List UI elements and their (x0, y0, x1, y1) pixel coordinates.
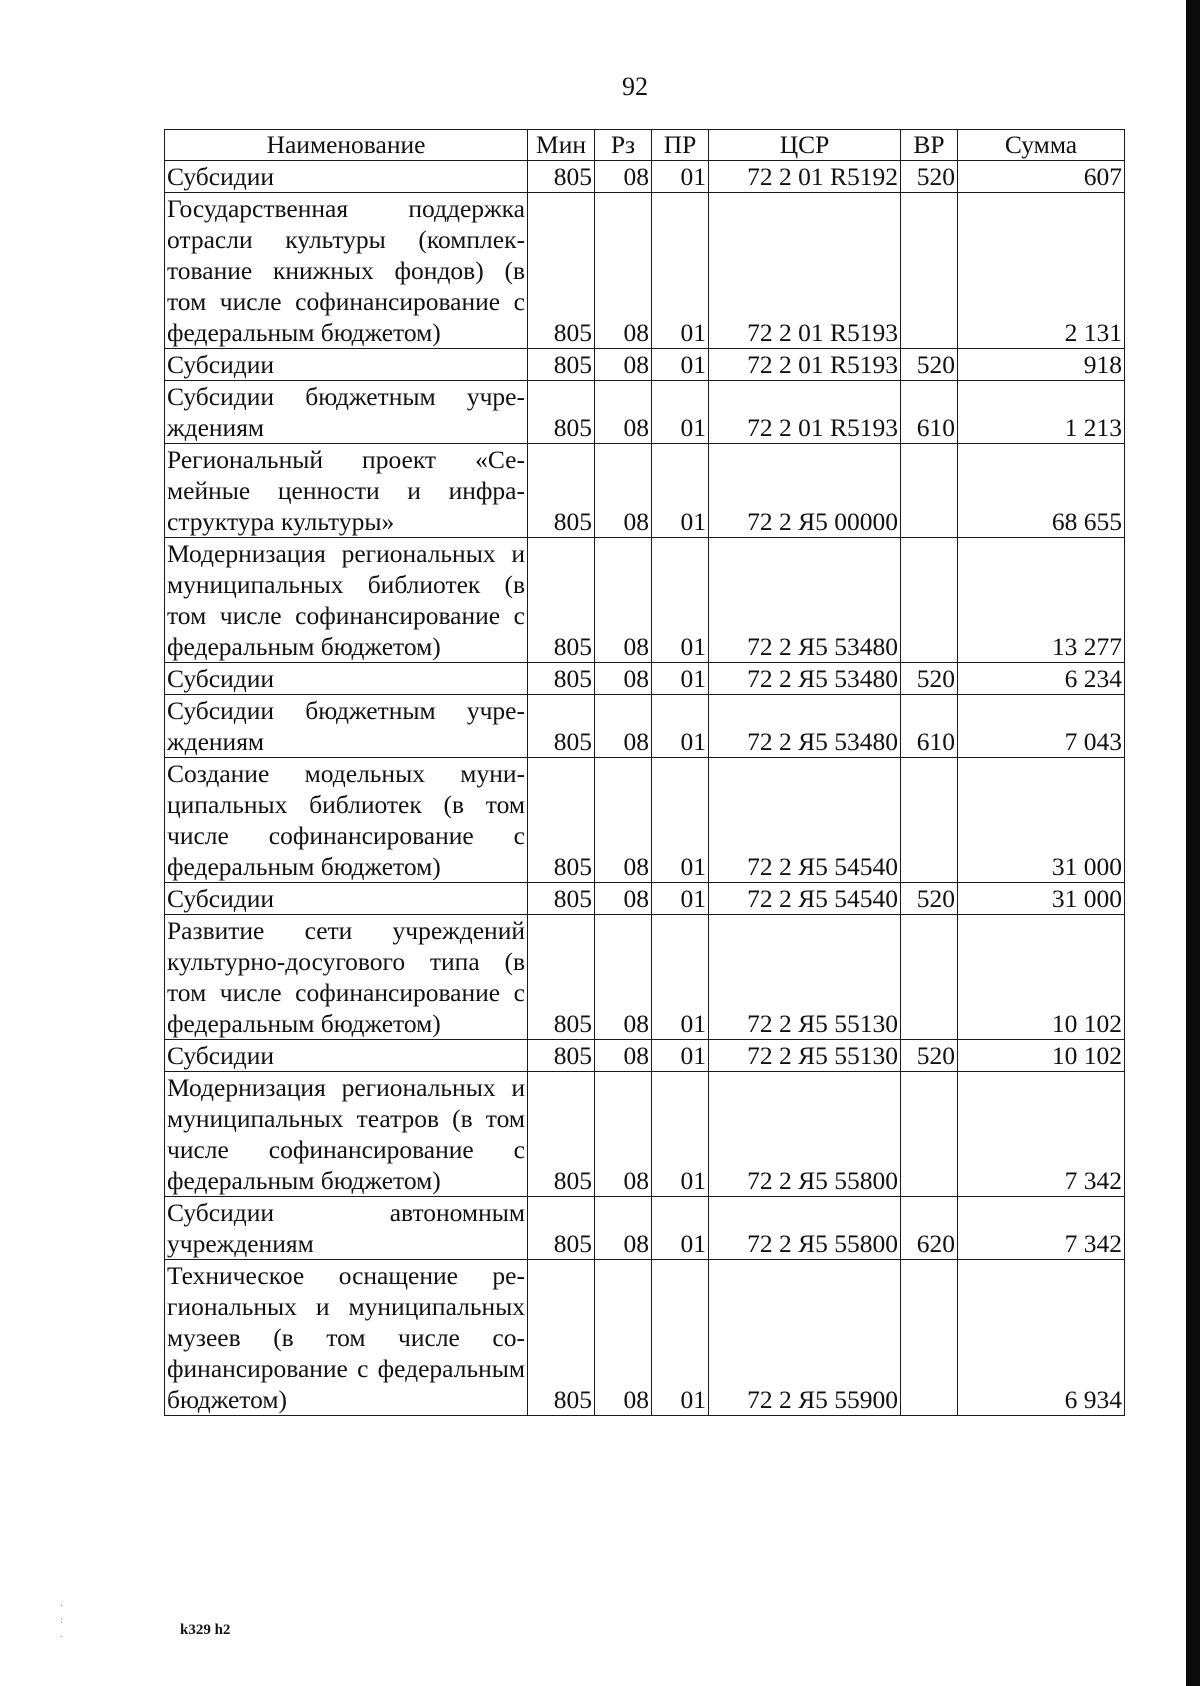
cell-rz: 08 (595, 1072, 652, 1197)
scan-edge-bar (1186, 0, 1200, 1686)
cell-min: 805 (528, 1197, 595, 1260)
cell-csr: 72 2 Я5 55800 (709, 1072, 901, 1197)
cell-rz: 08 (595, 1197, 652, 1260)
cell-sum: 13 277 (958, 538, 1125, 663)
cell-sum: 31 000 (958, 758, 1125, 883)
table-row (165, 915, 1125, 1040)
cell-name: Создание модельных муниципальных библиотек (в том числе софинансирование с федеральным бюджетом) (165, 758, 528, 883)
cell-rz: 08 (595, 381, 652, 444)
cell-min: 805 (528, 381, 595, 444)
cell-csr: 72 2 Я5 53480 (709, 695, 901, 758)
cell-rz: 08 (595, 444, 652, 538)
budget-table (164, 129, 1125, 1416)
header-vr: ВР (901, 130, 958, 161)
table-row (165, 883, 1125, 915)
cell-vr: 610 (901, 381, 958, 444)
scan-specks: · : . (60, 1601, 64, 1640)
cell-name: Субсидии (165, 663, 528, 695)
cell-pr: 01 (652, 1260, 709, 1416)
cell-vr (901, 1072, 958, 1197)
cell-csr: 72 2 01 R5193 (709, 193, 901, 349)
cell-sum: 68 655 (958, 444, 1125, 538)
cell-sum: 7 043 (958, 695, 1125, 758)
table-row (165, 758, 1125, 883)
table-row (165, 1040, 1125, 1072)
cell-rz: 08 (595, 161, 652, 193)
table-row (165, 538, 1125, 663)
cell-rz: 08 (595, 915, 652, 1040)
cell-pr: 01 (652, 1197, 709, 1260)
page-number: 92 (622, 72, 648, 101)
cell-rz: 08 (595, 193, 652, 349)
cell-name: Субсидии (165, 883, 528, 915)
cell-rz: 08 (595, 695, 652, 758)
cell-min: 805 (528, 538, 595, 663)
cell-pr: 01 (652, 538, 709, 663)
cell-min: 805 (528, 1260, 595, 1416)
cell-name: Субсидии (165, 1040, 528, 1072)
header-name: Наименование (165, 130, 528, 161)
header-pr: ПР (652, 130, 709, 161)
cell-rz: 08 (595, 758, 652, 883)
cell-name: Субсидии автономным учреждениям (165, 1197, 528, 1260)
cell-csr: 72 2 Я5 55900 (709, 1260, 901, 1416)
cell-min: 805 (528, 758, 595, 883)
cell-csr: 72 2 01 R5193 (709, 349, 901, 381)
table-row (165, 161, 1125, 193)
cell-csr: 72 2 Я5 53480 (709, 538, 901, 663)
cell-name: Региональный проект «Семейные ценности и инфраструктура культуры» (165, 444, 528, 538)
cell-name: Техническое оснащение региональных и муниципальных музеев (в том числе софинансирование с федеральным бюджетом) (165, 1260, 528, 1416)
table-header-row (165, 130, 1125, 161)
cell-sum: 1 213 (958, 381, 1125, 444)
table-row (165, 695, 1125, 758)
cell-sum: 918 (958, 349, 1125, 381)
cell-sum: 10 102 (958, 915, 1125, 1040)
table-row (165, 444, 1125, 538)
cell-rz: 08 (595, 663, 652, 695)
table-row (165, 1260, 1125, 1416)
cell-pr: 01 (652, 695, 709, 758)
header-rz: Рз (595, 130, 652, 161)
cell-csr: 72 2 Я5 54540 (709, 883, 901, 915)
table-row (165, 381, 1125, 444)
cell-pr: 01 (652, 1040, 709, 1072)
cell-min: 805 (528, 915, 595, 1040)
cell-vr (901, 915, 958, 1040)
cell-sum: 10 102 (958, 1040, 1125, 1072)
table-row (165, 1072, 1125, 1197)
cell-vr (901, 193, 958, 349)
cell-name: Модернизация региональных и муниципальных библиотек (в том числе софинансирование с федеральным бюджетом) (165, 538, 528, 663)
table-row (165, 349, 1125, 381)
cell-csr: 72 2 Я5 55130 (709, 915, 901, 1040)
cell-sum: 7 342 (958, 1072, 1125, 1197)
cell-vr: 520 (901, 1040, 958, 1072)
cell-rz: 08 (595, 883, 652, 915)
cell-pr: 01 (652, 883, 709, 915)
cell-sum: 7 342 (958, 1197, 1125, 1260)
cell-pr: 01 (652, 349, 709, 381)
cell-pr: 01 (652, 381, 709, 444)
cell-rz: 08 (595, 538, 652, 663)
cell-vr (901, 444, 958, 538)
header-sum: Сумма (958, 130, 1125, 161)
cell-vr: 520 (901, 161, 958, 193)
cell-min: 805 (528, 883, 595, 915)
cell-csr: 72 2 Я5 54540 (709, 758, 901, 883)
cell-min: 805 (528, 444, 595, 538)
cell-sum: 607 (958, 161, 1125, 193)
cell-min: 805 (528, 663, 595, 695)
cell-pr: 01 (652, 193, 709, 349)
header-csr: ЦСР (709, 130, 901, 161)
cell-min: 805 (528, 193, 595, 349)
footer-code: k329 h2 (180, 1622, 231, 1638)
cell-csr: 72 2 Я5 55800 (709, 1197, 901, 1260)
cell-pr: 01 (652, 161, 709, 193)
cell-min: 805 (528, 695, 595, 758)
cell-name: Субсидии бюджетным учреждениям (165, 695, 528, 758)
cell-csr: 72 2 Я5 55130 (709, 1040, 901, 1072)
cell-pr: 01 (652, 444, 709, 538)
cell-min: 805 (528, 161, 595, 193)
cell-csr: 72 2 Я5 53480 (709, 663, 901, 695)
cell-vr: 620 (901, 1197, 958, 1260)
cell-name: Модернизация региональных и муниципальных театров (в том числе софинансирование с федеральным бюджетом) (165, 1072, 528, 1197)
cell-vr (901, 538, 958, 663)
cell-name: Развитие сети учреждений культурно-досугового типа (в том числе софинансирование с федеральным бюджетом) (165, 915, 528, 1040)
cell-sum: 6 934 (958, 1260, 1125, 1416)
cell-rz: 08 (595, 1260, 652, 1416)
cell-min: 805 (528, 1072, 595, 1197)
cell-csr: 72 2 Я5 00000 (709, 444, 901, 538)
cell-name: Субсидии (165, 161, 528, 193)
cell-name: Государственная поддержка отрасли культуры (комплектование книжных фондов) (в том числе софинансирование с федеральным бюджетом) (165, 193, 528, 349)
cell-vr: 520 (901, 883, 958, 915)
cell-min: 805 (528, 1040, 595, 1072)
cell-vr (901, 758, 958, 883)
cell-sum: 6 234 (958, 663, 1125, 695)
table-body (165, 161, 1125, 1416)
cell-rz: 08 (595, 349, 652, 381)
cell-min: 805 (528, 349, 595, 381)
cell-sum: 2 131 (958, 193, 1125, 349)
cell-pr: 01 (652, 758, 709, 883)
cell-vr: 520 (901, 349, 958, 381)
cell-vr: 520 (901, 663, 958, 695)
cell-name: Субсидии (165, 349, 528, 381)
cell-pr: 01 (652, 915, 709, 1040)
cell-pr: 01 (652, 663, 709, 695)
cell-csr: 72 2 01 R5192 (709, 161, 901, 193)
header-min: Мин (528, 130, 595, 161)
cell-pr: 01 (652, 1072, 709, 1197)
cell-vr (901, 1260, 958, 1416)
table-row (165, 1197, 1125, 1260)
cell-name: Субсидии бюджетным учреждениям (165, 381, 528, 444)
cell-csr: 72 2 01 R5193 (709, 381, 901, 444)
cell-vr: 610 (901, 695, 958, 758)
cell-rz: 08 (595, 1040, 652, 1072)
table-row (165, 663, 1125, 695)
cell-sum: 31 000 (958, 883, 1125, 915)
table-row (165, 193, 1125, 349)
